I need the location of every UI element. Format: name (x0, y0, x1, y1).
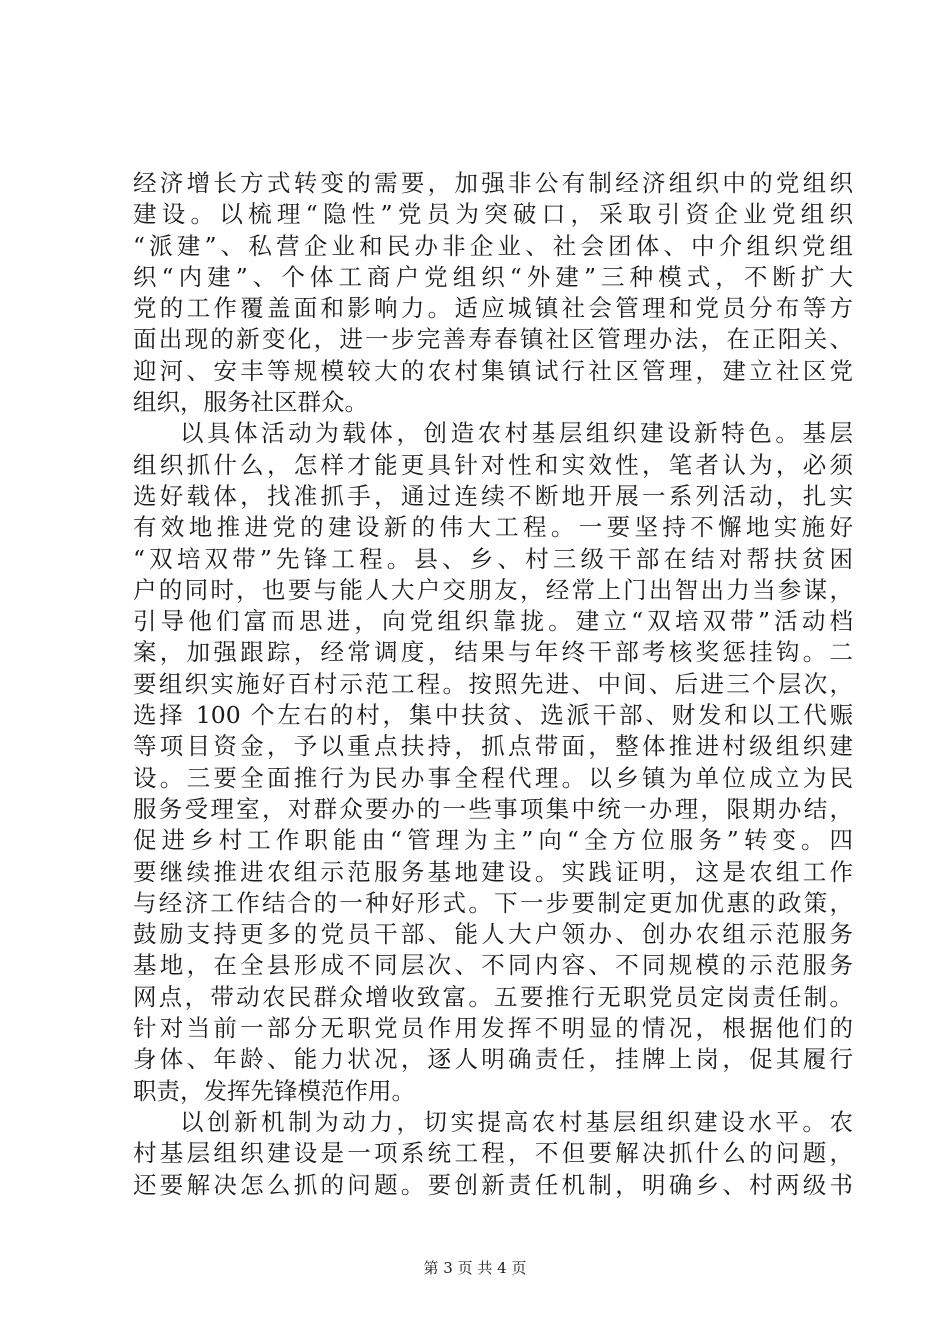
text-line: 针对当前一部分无职党员作用发挥不明显的情况，根据他们的 (133, 1014, 853, 1043)
text-line: 基地，在全县形成不同层次、不同内容、不同规模的示范服务 (133, 951, 853, 980)
text-line: 以创新机制为动力，切实提高农村基层组织建设水平。农 (180, 1107, 853, 1136)
text-line: 有效地推进党的建设新的伟大工程。一要坚持不懈地实施好 (133, 513, 853, 542)
paragraph (133, 168, 853, 418)
text-line: 引导他们富而思进，向党组织靠拢。建立“双培双带”活动档 (133, 607, 853, 636)
text-line: 村基层组织建设是一项系统工程，不但要解决抓什么的问题， (133, 1139, 853, 1168)
text-line: 网点，带动农民群众增收致富。五要推行无职党员定岗责任制。 (133, 982, 853, 1011)
text-line: 迎河、安丰等规模较大的农村集镇试行社区管理，建立社区党 (133, 356, 853, 385)
document-body (133, 168, 853, 1201)
text-line: 组织抓什么，怎样才能更具针对性和实效性，笔者认为，必须 (133, 450, 853, 479)
page-footer: 第 3 页 共 4 页 (423, 1259, 527, 1277)
text-line: 职责，发挥先锋模范作用。 (133, 1076, 415, 1105)
text-line: 以具体活动为载体，创造农村基层组织建设新特色。基层 (180, 419, 853, 448)
text-line: 与经济工作结合的一种好形式。下一步要制定更加优惠的政策， (133, 888, 853, 917)
text-line: 等项目资金，予以重点扶持，抓点带面，整体推进村级组织建 (133, 732, 853, 761)
text-line: 经济增长方式转变的需要，加强非公有制经济组织中的党组织 (133, 169, 853, 197)
text-line: 服务受理室，对群众要办的一些事项集中统一办理，限期办结， (133, 794, 853, 823)
text-line: 选择 100 个左右的村，集中扶贫、选派干部、财发和以工代赈 (133, 701, 853, 730)
text-line: 选好载体，找准抓手，通过连续不断地开展一系列活动，扎实 (133, 481, 853, 510)
text-line: 建设。以梳理“隐性”党员为突破口，采取引资企业党组织 (133, 200, 853, 229)
text-line: 党的工作覆盖面和影响力。适应城镇社会管理和党员分布等方 (133, 294, 853, 323)
text-line: 还要解决怎么抓的问题。要创新责任机制，明确乡、村两级书 (133, 1170, 853, 1199)
paragraph (133, 418, 853, 1107)
text-line: “派建”、私营企业和民办非企业、社会团体、中介组织党组 (133, 231, 853, 260)
text-line: 鼓励支持更多的党员干部、能人大户领办、创办农组示范服务 (133, 920, 853, 949)
text-line: 组织，服务社区群众。 (133, 388, 368, 417)
text-line: 面出现的新变化，进一步完善寿春镇社区管理办法，在正阳关、 (133, 325, 853, 354)
text-line: 要组织实施好百村示范工程。按照先进、中间、后进三个层次， (133, 669, 853, 698)
text-line: 身体、年龄、能力状况，逐人明确责任，挂牌上岗，促其履行 (133, 1045, 853, 1074)
text-line: 设。三要全面推行为民办事全程代理。以乡镇为单位成立为民 (133, 763, 853, 792)
text-line: “双培双带”先锋工程。县、乡、村三级干部在结对帮扶贫困 (133, 544, 853, 573)
text-line: 案，加强跟踪，经常调度，结果与年终干部考核奖惩挂钩。二 (133, 638, 853, 667)
text-line: 户的同时，也要与能人大户交朋友，经常上门出智出力当参谋， (133, 575, 853, 604)
text-line: 促进乡村工作职能由“管理为主”向“全方位服务”转变。四 (133, 826, 853, 855)
text-line: 要继续推进农组示范服务基地建设。实践证明，这是农组工作 (133, 857, 853, 886)
paragraph (133, 1107, 853, 1201)
text-line: 织“内建”、个体工商户党组织“外建”三种模式，不断扩大 (133, 262, 853, 291)
